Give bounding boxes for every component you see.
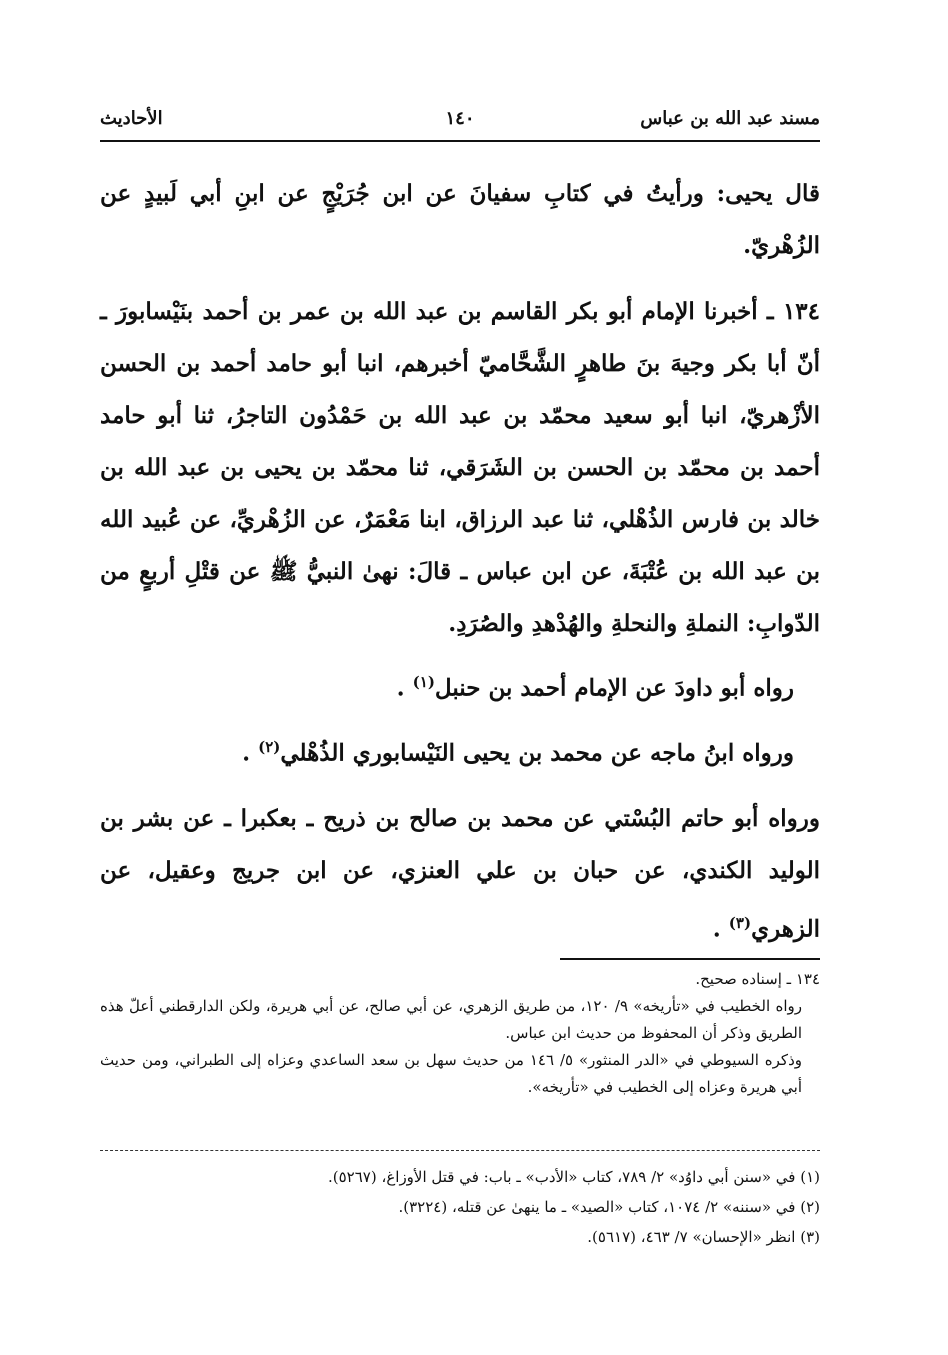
paragraph-abu-dawud xyxy=(100,656,820,715)
header-section-title: الأحاديث xyxy=(100,108,163,129)
footnote-ref-2: (٢) xyxy=(258,737,281,756)
footnotes xyxy=(100,1162,820,1252)
paragraph-end: . xyxy=(396,674,405,702)
paragraph-end: . xyxy=(242,739,251,767)
editor-notes xyxy=(100,966,820,1101)
header-rule xyxy=(100,140,820,142)
paragraph-end: . xyxy=(712,915,721,943)
main-text xyxy=(100,168,820,962)
paragraph-ibn-majah xyxy=(100,721,820,780)
paragraph-text: ورواه أبو حاتم البُسْتي عن محمد بن صالح بن ذريح ـ بعكبرا ـ عن بشر بن الوليد الكندي، عن حبان بن علي العنزي، عن ابن جريج وعقيل، عن الزهري xyxy=(100,805,820,943)
note-khatib: رواه الخطيب في «تأريخه» ٩/ ١٢٠، من طريق الزهري، عن أبي صالح، عن أبي هريرة، ولكن الدارقطني أعلّ هذه الطريق وذكر أن المحفوظ من حديث ابن عباس. xyxy=(100,997,803,1042)
note-suyuti: وذكره السيوطي في «الدر المنثور» ٥/ ١٤٦ من حديث سهل بن سعد الساعدي وعزاه إلى الطبراني، ومن حديث أبي هريرة وعزاه إلى الخطيب في «تأريخه». xyxy=(100,1051,802,1096)
paragraph-text: ورواه ابنُ ماجه عن محمد بن يحيى النَيْسابوري الذُهْلي xyxy=(280,739,794,767)
hadith-134: ١٣٤ ـ أخبرنا الإمام أبو بكر القاسم بن عبد الله بن عمر بن أحمد بنَيْسابورَ ـ أنّ أبا بكر وجيهَ بنَ طاهرٍ الشَّحَّاميّ أخبرهم، انبا أبو حامد أحمد بن الحسن الأزْهريّ، انبا أبو سعيد محمّد بن عبد الله بن حَمْدُون التاجرُ، ثنا أبو حامد أحمد بن محمّد بن الحسن بن الشَرَقي، ثنا محمّد بن يحيى بن عبد الله بن خالد بن فارس الذُهْلي، ثنا عبد الرزاق، ابنا مَعْمَرٌ، عن الزُهْريِّ، عن عُبيد الله بن عبد الله بن عُتْبَةَ، عن ابن عباس ـ قالَ: نهىٰ النبيُّ ﷺ عن قتْلِ أربعٍ من الدّوابِ: النملةِ والنحلةِ والهُدْهدِ والصُرَدِ. xyxy=(100,298,820,637)
notes-rule xyxy=(560,958,820,960)
footnote-divider xyxy=(100,1150,820,1151)
footnote-2: (٢) في «سننه» ٢/ ١٠٧٤، كتاب «الصيد» ـ ما ينهىٰ عن قتله، (٣٢٢٤). xyxy=(398,1198,820,1216)
page-number: ١٤٠ xyxy=(445,108,475,129)
paragraph-abu-hatim xyxy=(100,793,820,956)
page-header xyxy=(100,108,820,138)
footnote-ref-3: (٣) xyxy=(728,914,752,933)
header-book-title: مسند عبد الله بن عباس xyxy=(640,108,820,129)
note-isnad: ١٣٤ ـ إسناده صحيح. xyxy=(695,970,820,988)
footnote-ref-1: (١) xyxy=(412,673,435,691)
paragraph-text: رواه أبو داودَ عن الإمام أحمد بن حنبل xyxy=(434,674,794,702)
document-page xyxy=(100,100,820,1290)
footnote-3: (٣) انظر «الإحسان» ٧/ ٤٦٣، (٥٦١٧). xyxy=(587,1228,820,1246)
paragraph-yahya: قال يحيى: ورأيتُ في كتابِ سفيانَ عن ابن جُرَيْجٍ عن ابنِ أبي لَبيدٍ عن الزُهْريّ. xyxy=(100,180,820,259)
footnote-1: (١) في «سنن أبي داوُد» ٢/ ٧٨٩، كتاب «الأدب» ـ باب: في قتل الأوزاغ، (٥٢٦٧). xyxy=(328,1168,820,1186)
